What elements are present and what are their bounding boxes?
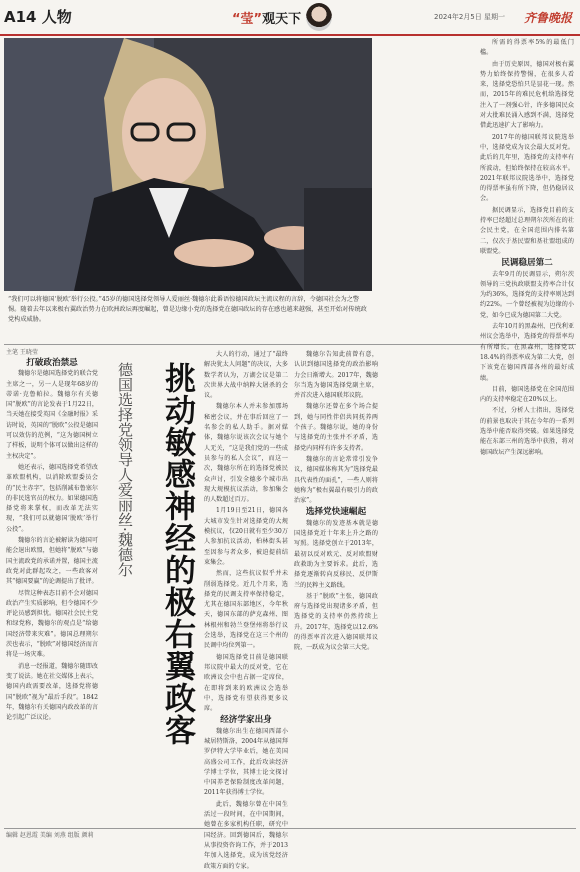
column-rest: 观天下: [262, 12, 302, 27]
column-4: [480, 38, 574, 826]
paragraph: 目前，德国选择党在全国范围内的支持率稳定在20%以上。: [480, 385, 574, 404]
paragraph: 去年10月的黑森州、巴伐利亚州议会选举中，选择党的得票率均有所增长。在黑森州，选择党以18.4%的得票率成为第二大党，创下该党在德国西部各州的最好成绩。: [480, 323, 574, 382]
paragraph: 此后，魏德尔曾在中国生活过一段时间，在中国期间，她曾在多家机构任职，研究中国经济。回到德国后，魏德尔从事投资咨询工作，并于2013年加入选择党，成为该党经济政策方面的专家。: [204, 800, 288, 870]
paragraph: 所需的得票率5%的最低门槛。: [480, 39, 574, 57]
paragraph: 据民调显示，选择党目前的支持率已经超过总理朔尔茨所在的社会民主党，在全国范围内排名第二，仅次于基民盟和基社盟组成的联盟党。: [480, 206, 574, 255]
column-3: [294, 350, 378, 826]
column-1: [6, 358, 98, 826]
issue-date: 2024年2月5日 星期一: [434, 13, 505, 21]
paragraph: 魏德尔还曾在多个场合提到，她与同性伴侣共同抚养两个孩子。魏德尔说，她的身份与选择党的主张并不矛盾，选择党内同样有许多支持者。: [294, 403, 378, 452]
paragraph: 魏德尔的言论常常引发争议，德国媒体称其为“选择党最具代表性的面孔”，一些人则将她称为“极右翼最有吸引力的政治家”。: [294, 455, 378, 505]
photo-caption: “我们可以将德国‘脱欧’举行公投。”45岁的德国选择党领导人爱丽丝·魏德尔此番语惊德国政坛主流议程的言辞，令德国社会为之警惕。随着去年以来极右翼政治势力在欧洲政坛再度崛起，曾是边缘小党的选择党在德国政坛的存在感也越来越强，甚至开始对传统政党构成威胁。: [8, 296, 367, 323]
paragraph: 魏德尔是德国选择党的联合党主席之一，另一人是现年68岁的蒂诺·克鲁帕拉。魏德尔有关德国“脱欧”的言论发表于1月22日，当天她在接受英国《金融时报》采访时说，英国的“脱欧”公投是德国可以效仿的范例，“这为德国树立了样板，说明个体可以做出这样的主权决定”。: [6, 370, 98, 460]
column-name: [232, 8, 301, 27]
paragraph: 基于“脱欧”主张，德国政府与选择党出现诸多矛盾，但选择党的支持率仍然持续上升。2017年，选择党以12.6%的得票率首次进入德国联邦议院，一跃成为议会第三大党。: [294, 592, 378, 652]
page-section-label: A14 人物: [4, 8, 72, 26]
byline: 主笔 王晓莹: [6, 349, 38, 356]
paragraph: 1月19日至21日，德国各大城市发生针对选择党的大规模抗议，仅20日就有至少30万人参加抗议活动，柏林街头甚至因参与者众多，被迫提前结束集会。: [204, 507, 288, 566]
footer-divider: [4, 828, 576, 829]
paragraph: 德国选择党目前是德国联邦议院中最大的反对党，它在欧洲议会中也占据一定席位，在即将到来的欧洲议会选举中，选择党有望获得更多议席。: [204, 653, 288, 713]
section-heading: 打破政治禁忌: [26, 358, 78, 368]
editor-credits: 编辑 赵恩霞 美编 刘燕 组版 颜莉: [6, 832, 94, 839]
paragraph: 魏德尔的发迹基本就是德国选择党近十年来上升之路的写照。选择党创立于2013年，最初以反对欧元、反对欧盟财政救助为主要诉求。此后，选择党逐渐转向反移民、反伊斯兰的民粹主义路线。: [294, 519, 378, 589]
section-heading: 经济学家出身: [220, 715, 272, 726]
column-quote: “莹”: [232, 12, 263, 27]
newspaper-logo: 齐鲁晚报: [524, 11, 573, 25]
paragraph: 不过，分析人士指出，选择党的前景也取决于其在今年的一系列选举中能否取得突破。如果选择党能在东部三州的选举中获胜，将对德国政坛产生深远影响。: [480, 407, 574, 456]
subtitle: 德国选择党领导人爱丽丝·魏德尔: [116, 362, 134, 577]
paragraph: 去年9月的民调显示，朔尔茨领导的三党执政联盟支持率合计仅为约36%，选择党的支持率则达到约22%。一个曾经被视为边缘的小党，如今已成为德国第二大党。: [480, 270, 574, 319]
section-heading: 选择党快速崛起: [305, 507, 367, 518]
paragraph: 大人的行动，通过了“最终解决犹太人问题”的决议，大多数学者认为，万湖会议是第二次世界大战中纳粹大屠杀的会议。: [204, 351, 288, 400]
columnist-portrait: [306, 3, 332, 31]
paragraph: 魏德尔本人并未参加那场秘密会议，并在事后回应了一名参会的私人助手。据对媒体，魏德尔说该次会议与她个人无关，“这是我们党的一些成员参与的私人会议”，而这一次，魏德尔所在的选择党被民众声讨，引发全德多个城市出现大规模抗议活动，参加集会的人数超过百万。: [204, 403, 288, 504]
column-3b: [384, 350, 474, 826]
paragraph: 消息一经报道，魏德尔随即改变了说法。她在社交媒体上表示，德国内政需要改革，选择党将德国“脱欧”视为“最后手段”。1842年，魏德尔有关德国内政改革的言论引起广泛议论。: [6, 662, 98, 722]
paragraph: 由于历史原因，德国对极右翼势力始终保持警惕，在很多人看来，选择党恐怕只是昙花一现。然而，2015年的难民危机给选择党注入了一剂强心针，许多德国民众对大批难民涌入感到不满，选择党借此迅速扩大了影响力。: [480, 60, 574, 130]
photo-illustration: [4, 38, 372, 291]
main-photo: [4, 38, 372, 291]
paragraph: 魏德尔的言论被解读为德国可能会退出欧盟，但她将“脱欧”与德国主流政党的承诺并置，德国主流政党对此群起攻之，一些政客对其“德国要赢”的论调提出了批评。: [6, 537, 98, 586]
section-heading: 民调稳居第二: [501, 258, 553, 269]
headline: 挑动敏感神经的极右翼政客: [159, 362, 195, 746]
paragraph: 她还表示，德国选择党希望改革欧盟机构，以消除欧盟委员会的“民主赤字”，包括削减布鲁塞尔的非民选官员的权力。如果德国选择党将来掌权，而改革无法实现，“我们可以就德国‘脱欧’举行公投”。: [6, 463, 98, 533]
paragraph: 2017年的德国联邦议院选举中，选择党成为议会最大反对党。此后的几年里，选择党的支持率有所波动，但始终保持在较高水平。2021年联邦议院选举中，选择党的得票率虽有所下降，但仍稳居议会。: [480, 133, 574, 203]
paragraph: 尽管这种表态目前不会对德国政治产生实质影响，但令德国不少评论员感到担忧。德国社会民主党和绿党称，魏德尔的观点是“给德国经济带来灾难”。德国总理朔尔茨也表示，“脱欧”对德国经济而言将是一场灾难。: [6, 589, 98, 659]
paragraph: 然而，这些抗议似乎并未削弱选择党。近几个月来，选择党的民调支持率保持稳定，尤其在德国东部地区，今年秋天，德国东部的萨克森州、图林根州和勃兰登堡州将举行议会选举，选择党在这三个州的民调中均位列第一。: [204, 570, 288, 650]
page-header: [0, 0, 580, 36]
paragraph: 魏德尔告知此前曾有意，认识到德国选择党的政治影响力会日渐增大。2017年，魏德尔当选为德国选择党副主席，并首次进入德国联邦议院。: [294, 351, 378, 400]
column-2: [204, 350, 288, 870]
paragraph: 魏德尔出生在德国西部小城居特斯洛，2004年从德国拜罗伊特大学毕业后，她在美国高盛公司工作，此后攻读经济学博士学位，其博士论文探讨中国养老保险制度改革问题，2011年获得博士学位。: [204, 727, 288, 797]
